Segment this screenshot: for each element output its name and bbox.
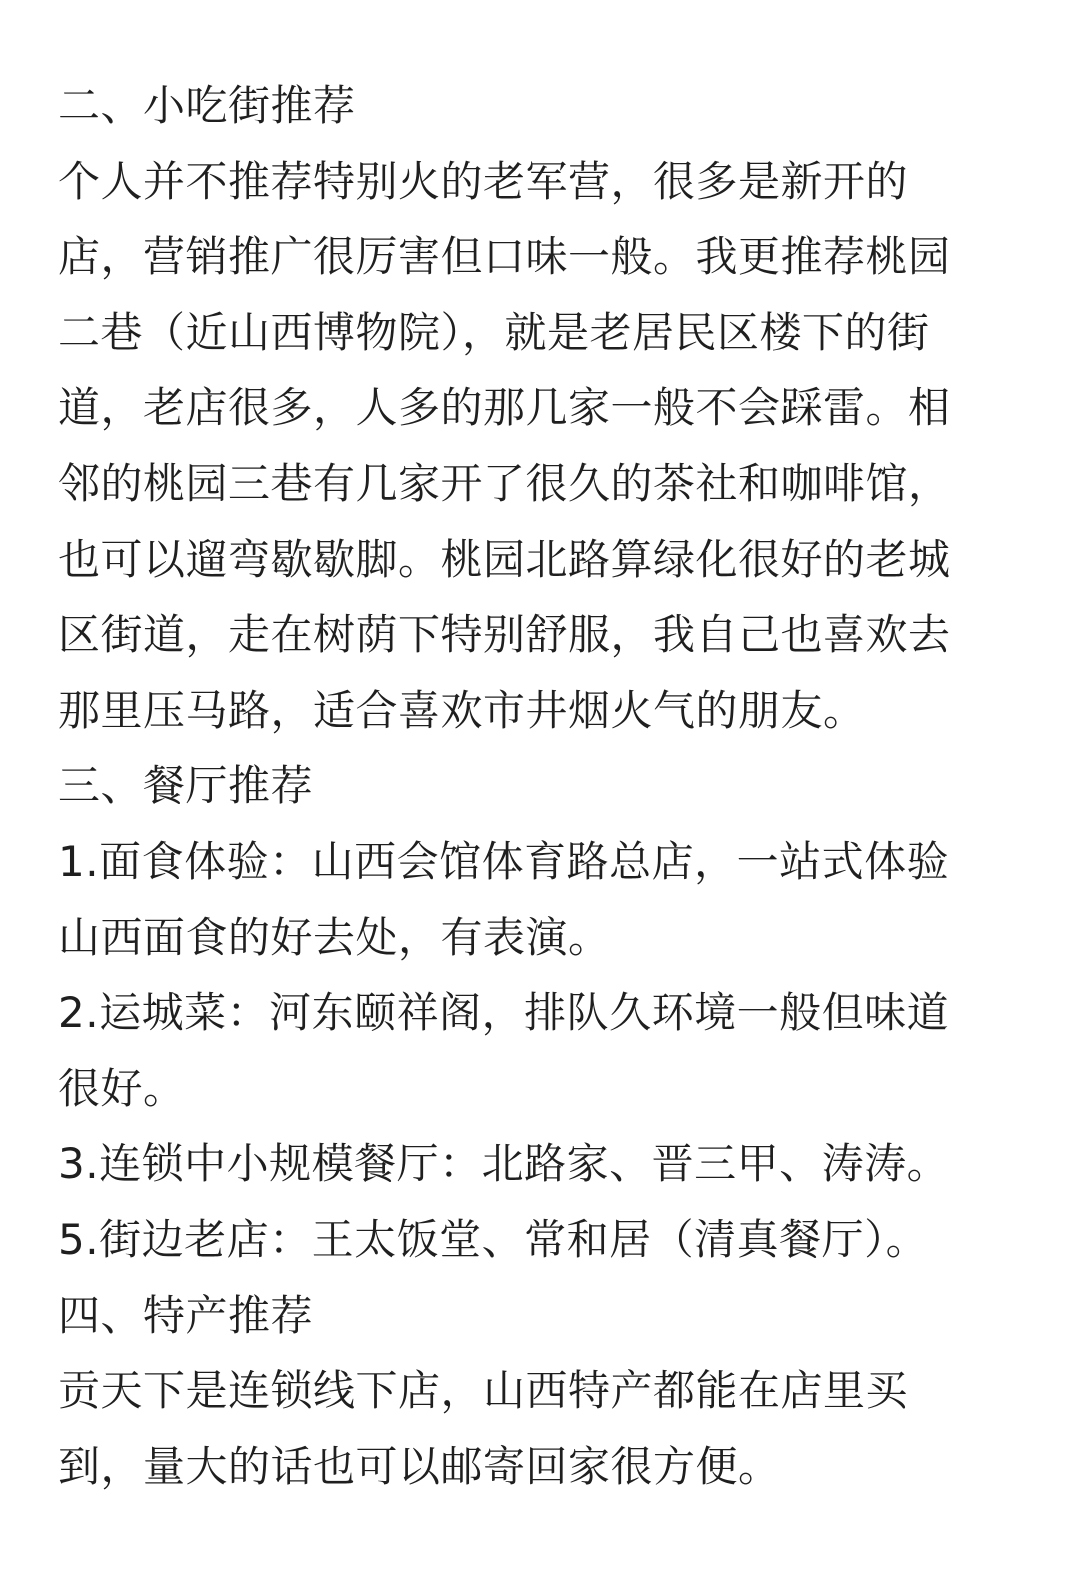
list-item-noodles: 1.面食体验：山西会馆体育路总店，一站式体验	[58, 836, 950, 886]
paragraph-line: 道，老店很多，人多的那几家一般不会踩雷。相	[58, 383, 951, 433]
paragraph-line: 也可以遛弯歇歇脚。桃园北路算绿化很好的老城	[58, 534, 951, 584]
paragraph-line: 贡天下是连锁线下店，山西特产都能在店里买	[58, 1366, 909, 1416]
list-item-continuation: 山西面食的好去处，有表演。	[58, 912, 611, 962]
section-heading-specialties: 四、特产推荐	[58, 1290, 314, 1340]
list-item-chain-restaurants: 3.连锁中小规模餐厅：北路家、晋三甲、涛涛。	[58, 1139, 950, 1189]
paragraph-line: 个人并不推荐特别火的老军营，很多是新开的	[58, 156, 909, 206]
paragraph-line: 到，量大的话也可以邮寄回家很方便。	[58, 1441, 781, 1491]
paragraph-line: 二巷（近山西博物院），就是老居民区楼下的街	[58, 307, 930, 357]
list-item-yuncheng-cuisine: 2.运城菜：河东颐祥阁，排队久环境一般但味道	[58, 988, 950, 1038]
paragraph-line: 那里压马路，适合喜欢市井烟火气的朋友。	[58, 685, 866, 735]
paragraph-line: 邻的桃园三巷有几家开了很久的茶社和咖啡馆，	[58, 458, 951, 508]
section-heading-restaurants: 三、餐厅推荐	[58, 761, 314, 811]
list-item-street-shops: 5.街边老店：王太饭堂、常和居（清真餐厅）。	[58, 1214, 929, 1264]
list-item-continuation: 很好。	[58, 1063, 186, 1113]
paragraph-line: 区街道，走在树荫下特别舒服，我自己也喜欢去	[58, 610, 951, 660]
section-heading-snack-street: 二、小吃街推荐	[58, 81, 356, 130]
paragraph-line: 店，营销推广很厉害但口味一般。我更推荐桃园	[58, 232, 951, 282]
